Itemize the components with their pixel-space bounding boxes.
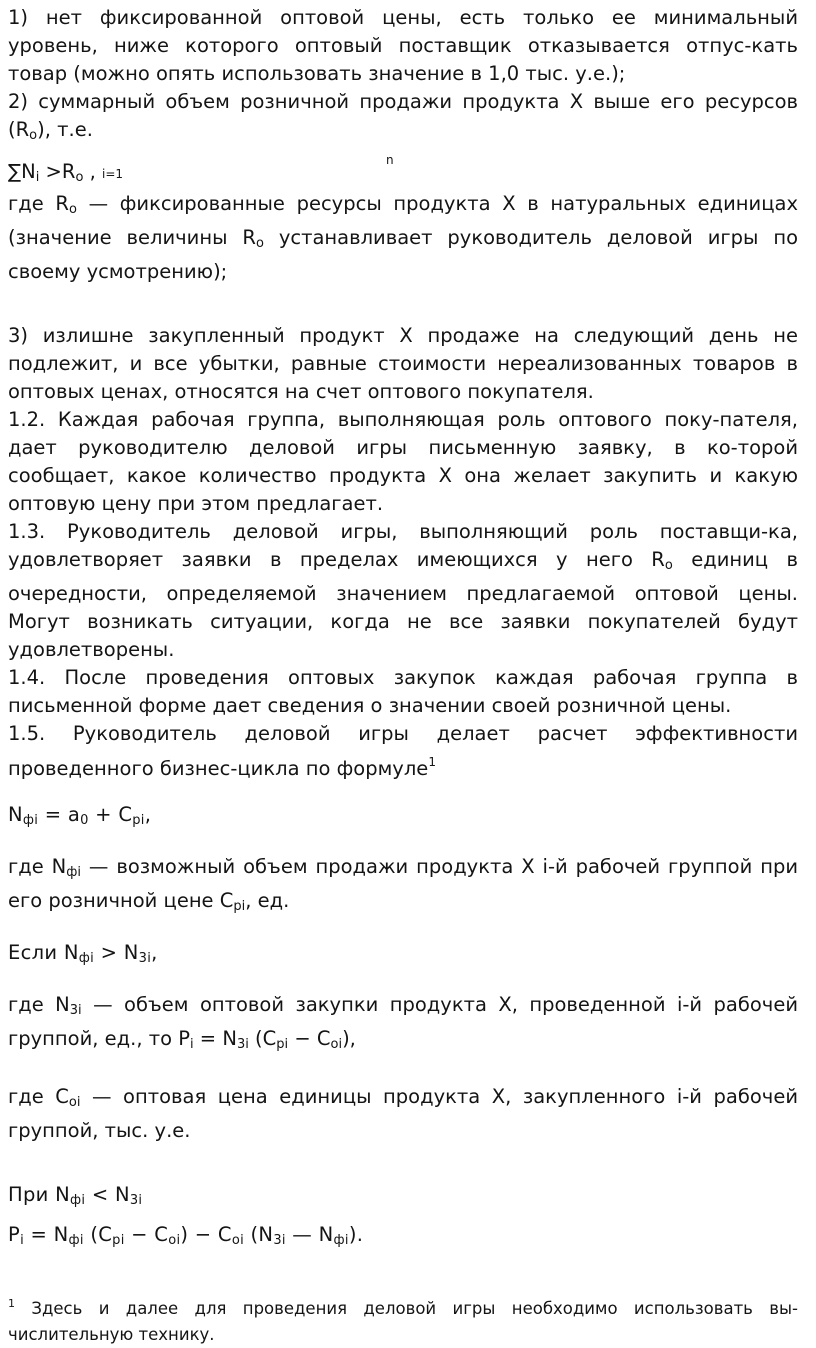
f4-a-sub: i [20, 1233, 24, 1248]
f4-f: (N [244, 1223, 274, 1246]
f2-b-sub: 3i [138, 951, 152, 966]
sum-compare: >R [39, 160, 76, 183]
where-n-sub2: pi [233, 899, 246, 914]
sum-symbol: ∑N [8, 160, 36, 183]
section-1-4-text: 1.4. После проведения оптовых закупок каждая рабочая группа в письменной форме дает сведения о значении своей розничной цены. [8, 666, 798, 717]
f4-b: = N [23, 1223, 69, 1246]
where-n3-sub2: i [189, 1037, 194, 1052]
paragraph-1-4 [8, 664, 798, 720]
f4-h: ). [348, 1223, 364, 1246]
where-n3-sub5: oi [330, 1037, 343, 1052]
section-1-3-sub: о [664, 558, 673, 573]
formula-when-n-phi [8, 1181, 798, 1215]
f1-b-sub: 0 [80, 813, 89, 828]
f1-c-sub: pi [132, 813, 145, 828]
paragraph-where-n3 [8, 991, 798, 1059]
where-n3-c: = N [193, 1027, 237, 1050]
f4-a: P [8, 1223, 21, 1246]
where-r-b: — фиксированные ресурсы продукта Х в натуральных единицах (значение величины R [8, 192, 798, 249]
footnote-ref: 1 [428, 755, 436, 769]
f1-c: + C [88, 803, 133, 826]
f2-a: Если N [8, 941, 79, 964]
f3-a-sub: фi [70, 1193, 86, 1208]
item-3-text: 3) излишне закупленный продукт Х продаже на следующий день не подлежит, и все убытки, равные стоимости нереализованных товаров в оптовых ценах, относятся на счет оптового покупателя. [8, 324, 798, 403]
item-1-text: 1) нет фиксированной оптовой цены, есть только ее минимальный уровень, ниже которого оптовый поставщик отказывается отпус-кать товар (можно опять использовать значение в 1,0 тыс. у.е.); [8, 6, 798, 85]
f4-b-sub: фi [68, 1233, 84, 1248]
sum-lower-limit: i=1 [102, 167, 124, 181]
section-1-5-text: 1.5. Руководитель деловой игры делает расчет эффективности проведенного бизнес-цикла по формуле [8, 722, 798, 780]
where-n3-a: где N [8, 993, 70, 1016]
section-1-2-text: 1.2. Каждая рабочая группа, выполняющая роль оптового поку-пателя, дает руководителю деловой игры письменную заявку, в ко-торой сообщает, какое количество продукта Х она желает закупить и какую оптовую цену при этом предлагает. [8, 408, 798, 515]
where-n-a: где N [8, 855, 67, 878]
where-r-sub: о [68, 202, 77, 217]
where-n3-f: ), [342, 1027, 356, 1050]
where-n3-e: − C [288, 1027, 331, 1050]
document-page [8, 4, 798, 1348]
f4-e: ) − C [180, 1223, 232, 1246]
item-2-text-end: ), т.е. [37, 118, 93, 141]
formula-n-phi [8, 801, 798, 835]
section-1-3-b: единиц в очередности, определяемой значением предлагаемой оптовой цены. Могут возникать ситуации, когда не все заявки покупателей будут удовлетворены. [8, 548, 798, 661]
paragraph-item-1 [8, 4, 798, 88]
where-c-a: где C [8, 1085, 69, 1108]
f2-b: > N [94, 941, 139, 964]
f3-b: < N [85, 1183, 130, 1206]
f4-d: − C [124, 1223, 169, 1246]
paragraph-1-3 [8, 518, 798, 664]
f4-g-sub: фi [333, 1233, 349, 1248]
paragraph-item-2 [8, 88, 798, 150]
sum-sub-o: o [75, 170, 84, 185]
where-n-sub: фi [66, 865, 81, 880]
f4-g: — N [285, 1223, 334, 1246]
where-n3-sub4: pi [276, 1037, 289, 1052]
paragraph-where-c [8, 1083, 798, 1145]
item-2-subscript: о [29, 128, 38, 143]
paragraph-1-2 [8, 406, 798, 518]
sum-expression [8, 158, 123, 192]
where-n-c: , ед. [245, 889, 290, 912]
f2-a-sub: фi [78, 951, 95, 966]
where-r-sub2: о [255, 236, 264, 251]
where-c-sub: oi [68, 1095, 81, 1110]
paragraph-where-n [8, 853, 798, 921]
paragraph-1-5 [8, 720, 798, 783]
paragraph-where-r [8, 190, 798, 286]
f4-f-sub: 3i [273, 1233, 286, 1248]
f4-e-sub: oi [231, 1233, 245, 1248]
f1-a-sub: фi [22, 813, 39, 828]
footnote [8, 1291, 798, 1348]
sum-formula [8, 150, 798, 190]
where-n3-sub3: 3i [236, 1037, 249, 1052]
f1-d: , [144, 803, 152, 826]
where-r-a: где R [8, 192, 69, 215]
paragraph-item-3 [8, 322, 798, 406]
sum-upper-limit: n [386, 153, 394, 167]
f4-d-sub: oi [168, 1233, 181, 1248]
formula-if-n-phi [8, 939, 798, 973]
f2-c: , [151, 941, 158, 964]
sum-sub-i: i [35, 170, 40, 185]
footnote-number: 1 [8, 1297, 15, 1310]
f1-a: N [8, 803, 23, 826]
footnote-text: Здесь и далее для проведения деловой игры необходимо использовать вы-числительную технику. [8, 1299, 798, 1344]
sum-comma: , [83, 160, 103, 183]
where-n3-sub: 3i [69, 1003, 82, 1018]
where-n-b: — возможный объем продажи продукта Х i-й рабочей группой при его розничной цене C [8, 855, 798, 912]
formula-profit [8, 1221, 798, 1255]
item-2-text: 2) суммарный объем розничной продажи продукта Х выше его ресурсов (R [8, 90, 798, 141]
where-n3-b: — объем оптовой закупки продукта Х, проведенной i-й рабочей группой, ед., то P [8, 993, 798, 1050]
f4-c: (C [83, 1223, 113, 1246]
f3-b-sub: 3i [129, 1193, 143, 1208]
f1-b: = a [38, 803, 81, 826]
f4-c-sub: pi [112, 1233, 125, 1248]
f3-a: При N [8, 1183, 70, 1206]
where-n3-d: (C [248, 1027, 277, 1050]
where-c-b: — оптовая цена единицы продукта Х, закупленного i-й рабочей группой, тыс. у.е. [8, 1085, 798, 1142]
section-1-3-a: 1.3. Руководитель деловой игры, выполняющий роль поставщи-ка, удовлетворяет заявки в пределах имеющихся у него R [8, 520, 798, 571]
where-r-c: устанавливает руководитель деловой игры по своему усмотрению); [8, 226, 799, 283]
